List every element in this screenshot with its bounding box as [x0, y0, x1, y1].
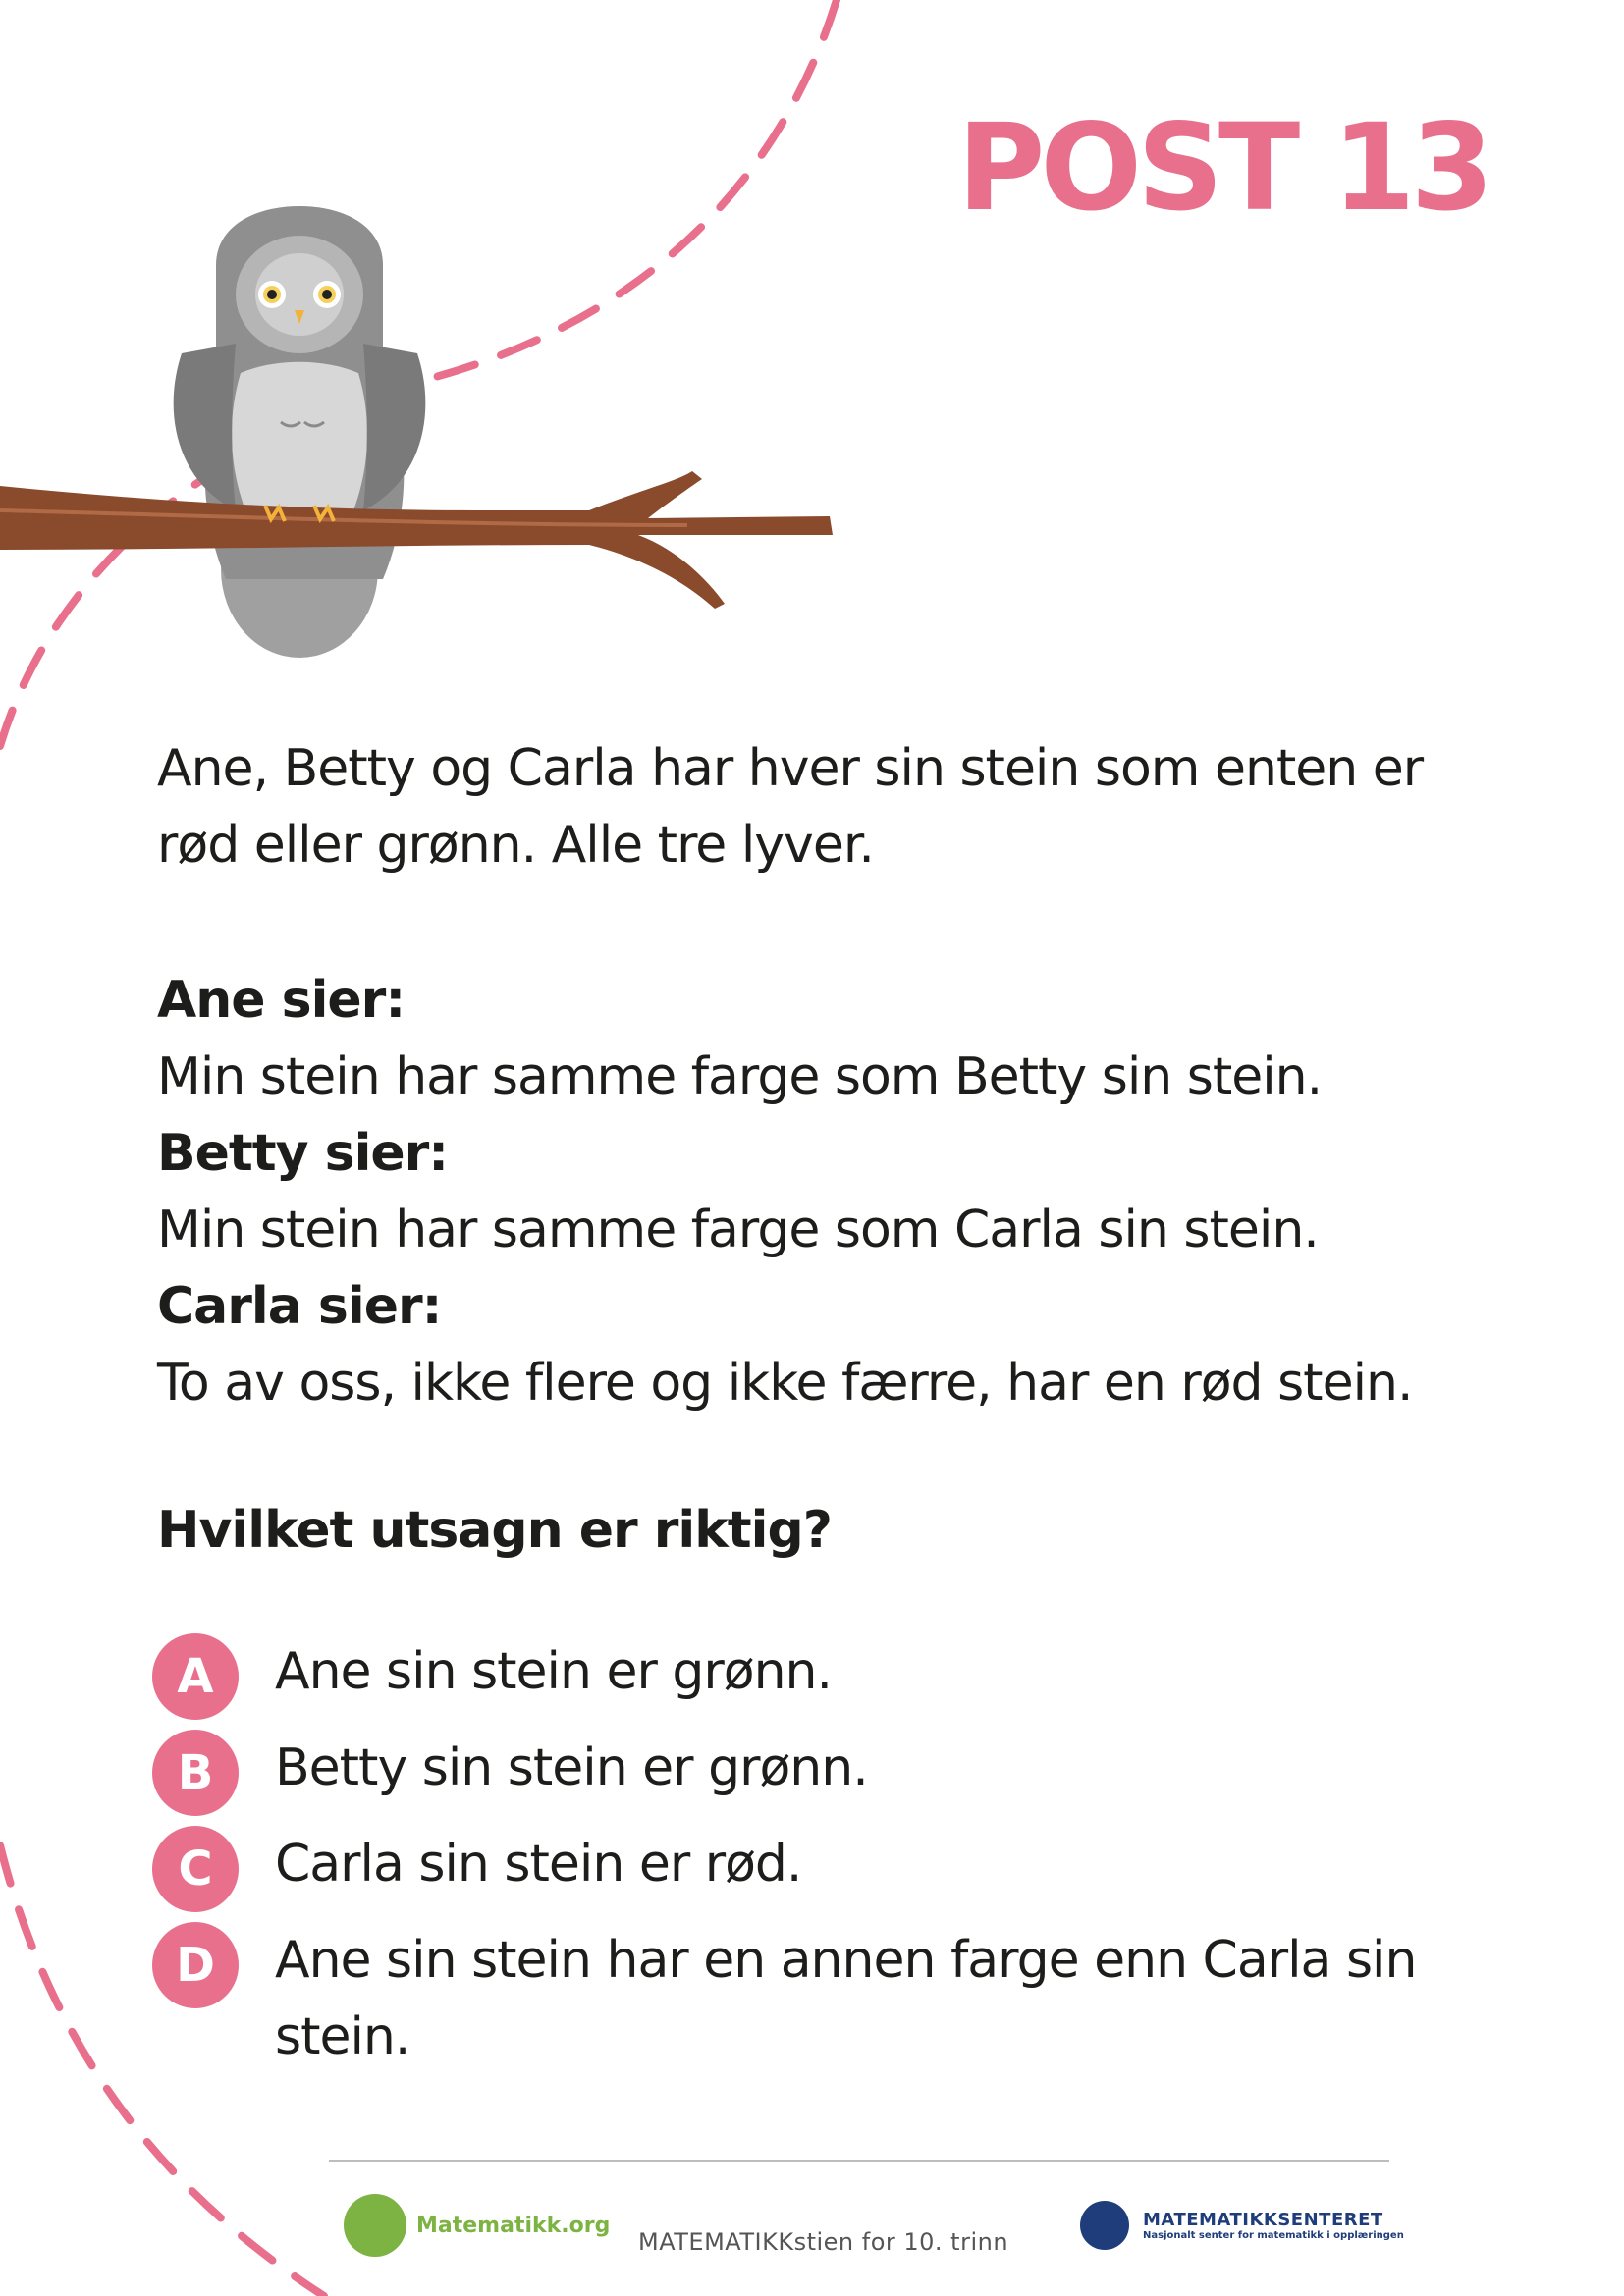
option-b[interactable]	[152, 1730, 1478, 1818]
post-title: POST 13	[957, 98, 1489, 238]
option-c[interactable]	[152, 1826, 1478, 1914]
question-heading: Hvilket utsagn er riktig?	[157, 1501, 832, 1560]
statement-text-ane: Min stein har samme farge som Betty sin stein.	[157, 1047, 1323, 1106]
option-a[interactable]	[152, 1633, 1478, 1722]
owl-logo-icon	[344, 2194, 406, 2257]
owl-illustration	[174, 206, 426, 658]
intro-text: Ane, Betty og Carla har hver sin stein som enten er rød eller grønn. Alle tre lyver.	[157, 739, 1424, 875]
matematikksenteret-name: MATEMATIKKSENTERET	[1143, 2210, 1383, 2230]
option-b-badge: B	[152, 1730, 239, 1816]
footer-center-text: MATEMATIKKstien for 10. trinn	[638, 2228, 1009, 2256]
option-b-text: Betty sin stein er grønn.	[275, 1738, 868, 1797]
footer-divider	[329, 2160, 1389, 2162]
globe-logo-icon	[1080, 2201, 1129, 2250]
option-c-badge: C	[152, 1826, 239, 1912]
option-d-badge: D	[152, 1922, 239, 2008]
matematikksenteret-logo	[1080, 2191, 1404, 2260]
branch-illustration	[0, 471, 833, 609]
option-a-text: Ane sin stein er grønn.	[275, 1642, 833, 1701]
matematikksenteret-subtitle: Nasjonalt senter for matematikk i opplæringen	[1143, 2230, 1404, 2241]
option-a-badge: A	[152, 1633, 239, 1720]
matematikk-org-logo	[344, 2191, 610, 2260]
statement-label-ane: Ane sier:	[157, 971, 406, 1030]
statement-label-betty: Betty sier:	[157, 1124, 449, 1183]
matematikk-org-logo-text: Matematikk.org	[416, 2213, 611, 2238]
option-d-text: Ane sin stein har en annen farge enn Carla sin stein.	[275, 1931, 1417, 2066]
statement-text-betty: Min stein har samme farge som Carla sin stein.	[157, 1201, 1319, 1259]
option-c-text: Carla sin stein er rød.	[275, 1835, 802, 1894]
statement-label-carla: Carla sier:	[157, 1277, 442, 1336]
statement-text-carla: To av oss, ikke flere og ikke færre, har en rød stein.	[157, 1354, 1413, 1413]
option-d[interactable]	[152, 1922, 1478, 2089]
